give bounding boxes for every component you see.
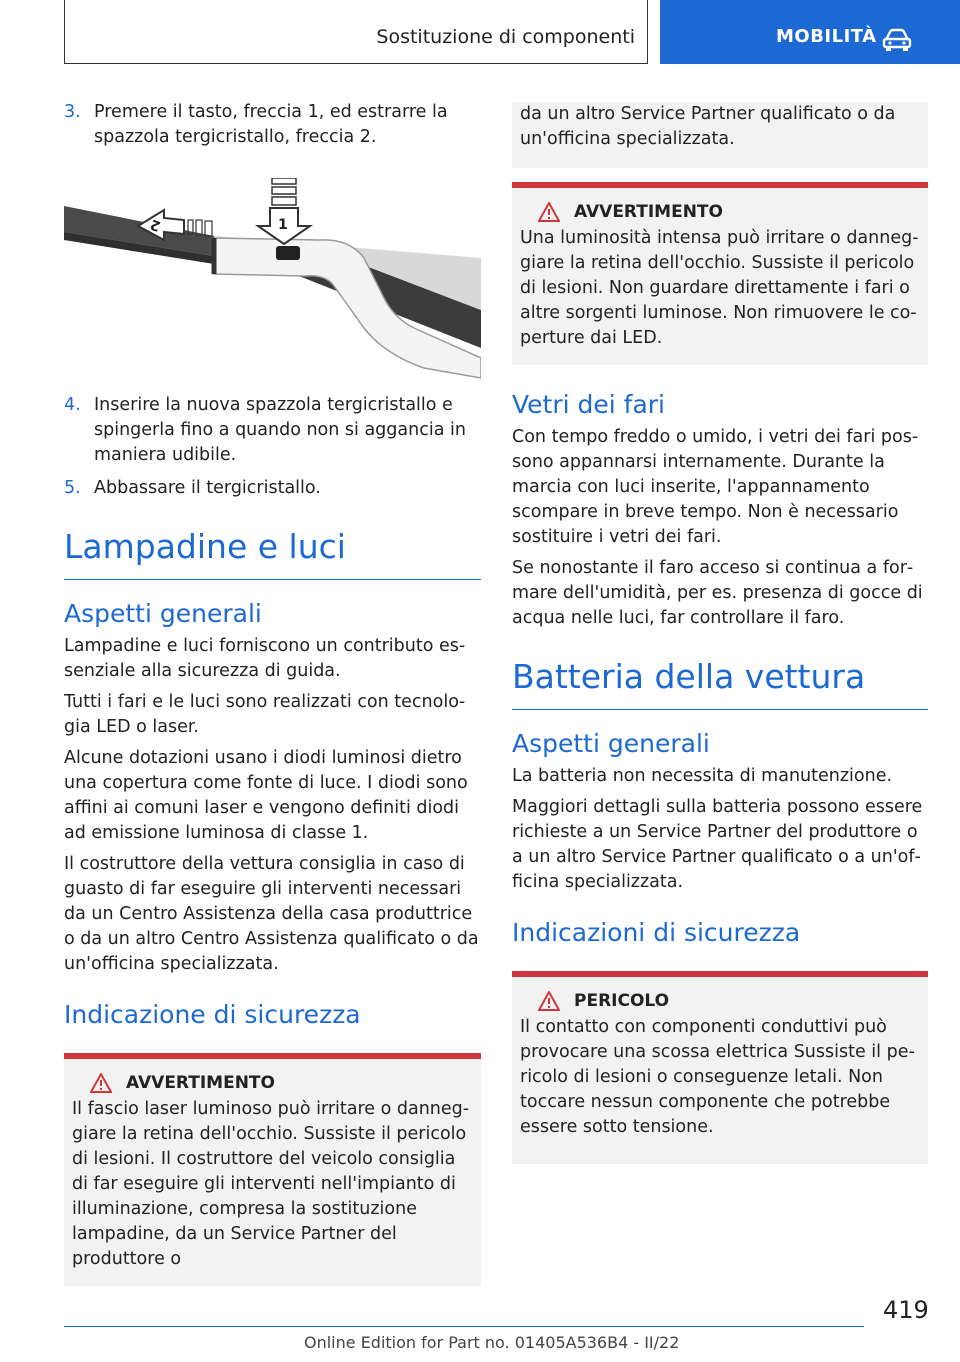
- left-column: [64, 100, 481, 1286]
- danger-text: Il contatto con componenti conduttivi può provocare una scossa elettrica Sussiste il pericolo di lesioni o conseguenze letali. Non toccare nessun componente che potrebbe essere sotto tensione.: [520, 1017, 915, 1137]
- header-chapter-tab[interactable]: [660, 0, 960, 64]
- figure-label-2: 2: [148, 215, 163, 234]
- paragraph: da un altro Service Partner qualificato o da un'officina specializzata.: [520, 104, 896, 149]
- step-text: Inserire la nuova spazzola tergicristallo e spingerla fino a quando non si aggancia in maniera udibile.: [94, 395, 466, 465]
- paragraph: La batteria non necessita di manutenzione.: [512, 766, 893, 786]
- danger-title: PERICOLO: [574, 991, 670, 1011]
- warning-continuation-box: [512, 102, 928, 168]
- paragraph: Tutti i fari e le luci sono realizzati con tecnologia LED o laser.: [64, 692, 466, 737]
- car-icon: [882, 28, 912, 52]
- paragraph: Con tempo freddo o umido, i vetri dei fari possono appannarsi internamente. Durante la marcia con luci inserite, l'appannamento scompare in breve tempo. Non è necessario sostituire i vetri dei fari.: [512, 427, 919, 547]
- header-section-title: Sostituzione di componenti: [376, 26, 635, 48]
- step-4: [64, 393, 481, 468]
- warning-triangle-icon: [90, 1073, 112, 1093]
- header-section-box: [64, 0, 648, 64]
- danger-box: [512, 971, 928, 1164]
- step-3: [64, 100, 481, 150]
- warning-triangle-icon: [538, 991, 560, 1011]
- subheading-lenses: Vetri dei fari: [512, 390, 666, 419]
- paragraph: Se nonostante il faro acceso si continua a formare dell'umidità, per es. presenza di gocce di acqua nelle luci, far controllare il faro.: [512, 558, 923, 628]
- section-heading-lamps: Lampadine e luci: [64, 527, 481, 580]
- figure-label-1: 1: [278, 217, 288, 233]
- warning-box: [64, 1053, 481, 1286]
- chapter-label: MOBILITÀ: [776, 26, 877, 47]
- paragraph: Maggiori dettagli sulla batteria possono essere richieste a un Service Partner del produttore o a un altro Service Partner qualificato o a un'officina specializzata.: [512, 797, 923, 892]
- page-number: 419: [883, 1296, 929, 1324]
- subheading-safety: Indicazioni di sicurezza: [512, 918, 801, 947]
- right-column: [512, 102, 928, 1164]
- warning-title: AVVERTIMENTO: [574, 202, 723, 222]
- warning-triangle-icon: [538, 202, 560, 222]
- paragraph: Alcune dotazioni usano i diodi luminosi dietro una copertura come fonte di luce. I diodi sono affini ai comuni laser e vengono definiti diodi ad emissione luminosa di classe 1.: [64, 748, 468, 843]
- section-heading-battery: Batteria della vettura: [512, 657, 928, 710]
- subheading-general: Aspetti generali: [512, 729, 710, 758]
- subheading-safety: Indicazione di sicurezza: [64, 1000, 361, 1029]
- footer-divider: [64, 1326, 864, 1327]
- step-number: 4.: [64, 395, 81, 415]
- paragraph: Lampadine e luci forniscono un contributo essenziale alla sicurezza di guida.: [64, 636, 466, 681]
- warning-text: Il fascio laser luminoso può irritare o danneggiare la retina dell'occhio. Sussiste il pericolo di lesioni. Il costruttore del veicolo consiglia di far eseguire gli interventi nell'impianto di illuminazione, compresa la sostituzione lampadine, da un Service Partner del produttore o: [72, 1099, 470, 1269]
- subheading-general: Aspetti generali: [64, 599, 262, 628]
- step-text: Premere il tasto, freccia 1, ed estrarre la spazzola tergicristallo, freccia 2.: [94, 102, 448, 147]
- warning-box: [512, 182, 928, 365]
- step-number: 5.: [64, 478, 81, 498]
- warning-title: AVVERTIMENTO: [126, 1073, 275, 1093]
- paragraph: Il costruttore della vettura consiglia in caso di guasto di far eseguire gli interventi necessari da un Centro Assistenza della casa produttrice o da un altro Centro Assistenza qualificato o da un'officina specializzata.: [64, 854, 479, 974]
- wiper-blade-figure: [64, 178, 481, 383]
- step-text: Abbassare il tergicristallo.: [94, 478, 321, 498]
- step-5: [64, 476, 481, 501]
- warning-text: Una luminosità intensa può irritare o danneggiare la retina dell'occhio. Sussiste il pericolo di lesioni. Non guardare direttamente i fari o altre sorgenti luminose. Non rimuovere le coperture dai LED.: [520, 228, 919, 348]
- footer-edition: Online Edition for Part no. 01405A536B4 - II/22: [304, 1333, 680, 1352]
- step-number: 3.: [64, 102, 81, 122]
